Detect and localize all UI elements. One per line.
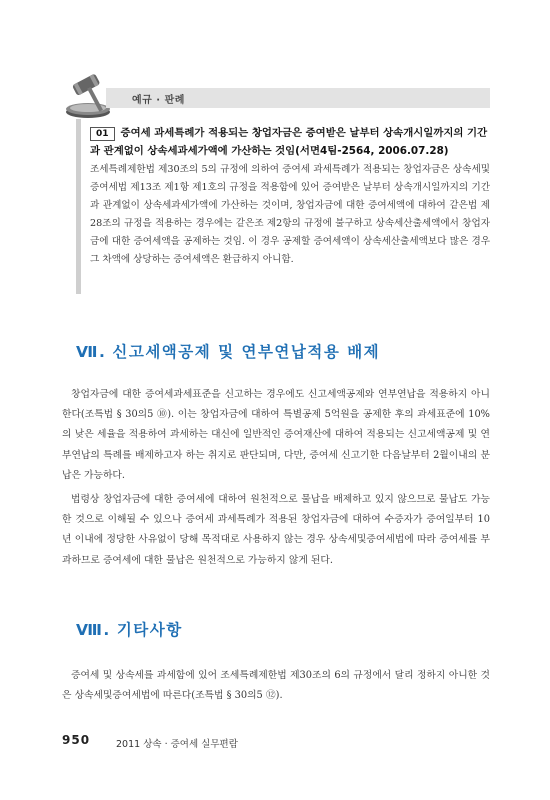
case-body: 조세특례제한법 제30조의 5의 규정에 의하여 증여세 과세특례가 적용되는 창업자금은 상속세및증여세법 제13조 제1항 제1호의 규정을 적용함에 있어 증여받은 날부터 상속개시일까지의 기간과 관계없이 상속세과세가액에 가산하는 것이며, 창업자금에 대한 증여세액에 대하여 같은법 제28조의 규정을 적용하는 경우에는 같은조 제2항의 규정에 불구하고 상속세산출세액에서 창업자금에 대한 증여세액을 공제하는 것임. 이 경우 공제할 증여세액이 상속세산출세액보다 많은 경우 그 차액에 상당하는 증여세액은 환급하지 아니함. [90,164,490,265]
book-title: 2011 상속 · 증여세 실무편람 [116,739,238,750]
case-title-text: 증여세 과세특례가 적용되는 창업자금은 증여받은 날부터 상속개시일까지의 기간과 관계없이 상속세과세가액에 가산하는 것임(서면4팀-2564, 2006.07.28) [90,127,488,157]
section-8-paragraph-1: 증여세 및 상속세를 과세함에 있어 조세특례제한법 제30조의 6의 규정에서 달리 정하지 아니한 것은 상속세및증여세법에 따른다(조특법 § 30의5 ⑫). [62,670,490,702]
section-8-title: 기타사항 [116,621,183,639]
section-heading-7 [76,340,380,362]
section-7-title: 신고세액공제 및 연부연납적용 배제 [112,343,381,361]
section-heading-8 [76,618,183,640]
case-title [90,124,490,160]
precedent-header-label: 예규 · 판례 [132,95,185,106]
section-7-paragraph-2: 법령상 창업자금에 대한 증여세에 대하여 원천적으로 물납을 배제하고 있지 않으므로 물납도 가능한 것으로 이해될 수 있으나 증여세 과세특례가 적용된 창업자금에 대하여 수증자가 증여일부터 10년 이내에 정당한 사유없이 당해 목적대로 사용하지 않는 경우 상속세및증여세법에 따라 증여세를 부과하므로 증여세에 대한 물납은 원천적으로 가능하지 않게 된다. [62,494,490,566]
case-number-badge: 01 [90,127,115,141]
section-8-roman: Ⅷ. [76,621,111,639]
section-7-paragraph-1: 창업자금에 대한 증여세과세표준을 신고하는 경우에도 신고세액공제와 연부연납을 적용하지 아니한다(조특법 § 30의5 ⑩). 이는 창업자금에 대하여 특별공제 5억원을 공제한 후의 과세표준에 10%의 낮은 세율을 적용하여 과세하는 대신에 일반적인 증여재산에 대하여 적용되는 신고세액공제 및 연부연납의 특례를 배제하고자 하는 취지로 판단되며, 다만, 증여세 신고기한 다음날부터 2월이내의 분납은 가능하다. [62,389,490,481]
page-number: 950 [62,733,91,747]
precedent-header [70,84,490,112]
section-7-roman: Ⅶ. [76,343,107,361]
